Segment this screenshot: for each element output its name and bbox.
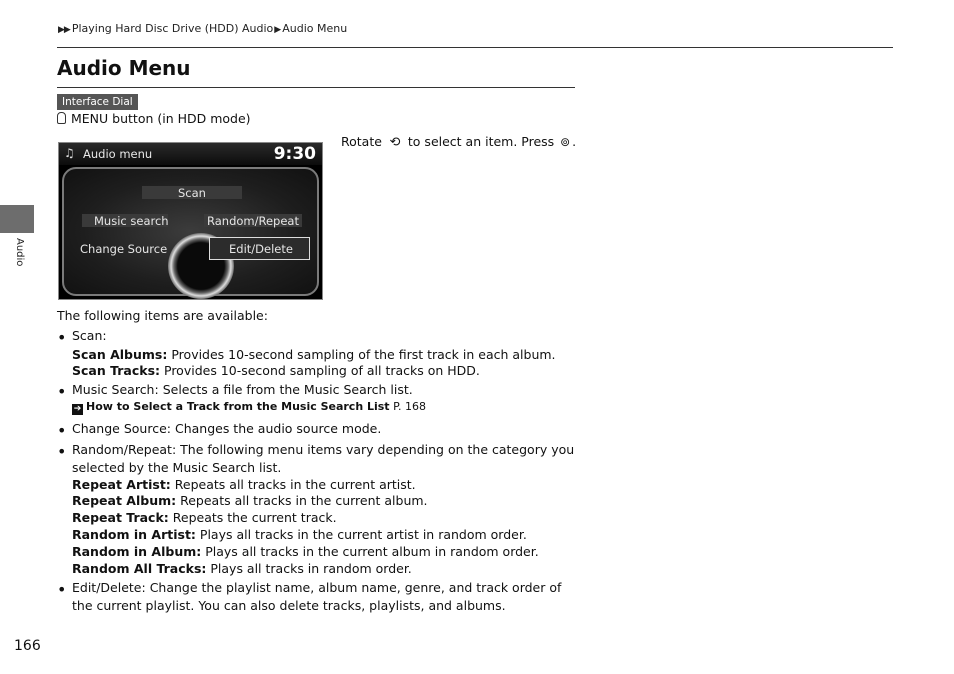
random-artist-line: Random in Artist: Plays all tracks in the current artist in random order. [72,527,527,542]
scan-albums-line: Scan Albums: Provides 10-second sampling of the first track in each album. [72,347,556,362]
repeat-album-line: Repeat Album: Repeats all tracks in the current album. [72,493,428,508]
reference-arrow-icon: ➔ [73,404,82,414]
rotate-instruction: Rotate ⟲ to select an item. Press ⊚ . [341,134,577,150]
screen-title: Audio menu [83,147,153,161]
dial-press-icon: ⊚ [560,135,571,149]
repeat-artist-line: Repeat Artist: Repeats all tracks in the current artist. [72,477,416,492]
repeat-track-line: Repeat Track: Repeats the current track. [72,510,337,525]
scan-tracks-line: Scan Tracks: Provides 10-second sampling of all tracks on HDD. [72,363,480,378]
bullet-dot: • [57,580,67,599]
triangle-right-icon: ▶ [274,25,281,35]
random-album-line: Random in Album: Plays all tracks in the current album in random order. [72,544,539,559]
bullet-dot: • [57,328,67,347]
audio-menu-screen [58,142,323,300]
menu-item-music-search[interactable]: Music search [94,214,169,228]
dial-rotate-icon: ⟲ [389,135,401,150]
music-note-icon: ♫ [64,146,75,160]
page-number: 166 [14,638,41,654]
screen-clock: 9:30 [273,144,316,164]
section-label: Audio [14,238,25,267]
interface-dial-badge: Interface Dial [57,94,138,110]
bullet-dot: • [57,421,67,440]
menu-item-change-source[interactable]: Change Source [80,242,168,256]
breadcrumb-part2[interactable]: Audio Menu [282,22,348,35]
breadcrumb [58,22,347,35]
menu-hand-icon [57,112,66,124]
edit-delete-text2: the current playlist. You can also delete tracks, playlists, and albums. [72,598,506,613]
title-rule [57,87,575,88]
menu-item-random-repeat[interactable]: Random/Repeat [207,214,299,228]
triangle-right-icon: ▶▶ [58,25,70,35]
intro-text: The following items are available: [57,308,268,323]
bullet-dot: • [57,382,67,401]
bullet-dot: • [57,442,67,461]
cross-reference[interactable]: ➔ How to Select a Track from the Music Search List P. 168 [73,400,426,414]
section-tab [0,205,34,233]
menu-item-scan[interactable]: Scan [178,186,206,200]
breadcrumb-part1[interactable]: Playing Hard Disc Drive (HDD) Audio [71,22,274,35]
screen-header [59,143,322,165]
page-title: Audio Menu [57,56,191,80]
menu-button-line: MENU button (in HDD mode) [57,111,251,126]
menu-item-edit-delete[interactable]: Edit/Delete [229,242,293,256]
header-rule [57,47,893,48]
screen-panel [62,167,319,296]
random-all-line: Random All Tracks: Plays all tracks in random order. [72,561,412,576]
random-repeat-text2: selected by the Music Search list. [72,460,282,475]
